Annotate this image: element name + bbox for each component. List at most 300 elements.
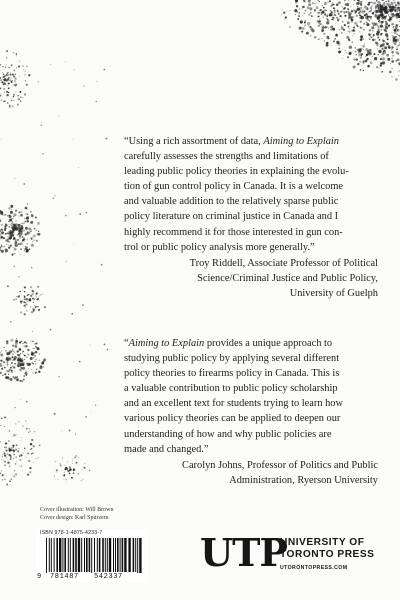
ink-dot xyxy=(21,341,22,342)
ink-dot xyxy=(370,52,371,53)
ink-dot xyxy=(7,73,8,74)
ink-dot xyxy=(4,464,6,466)
ink-dot xyxy=(38,81,39,82)
ink-dot xyxy=(349,15,350,16)
ink-dot xyxy=(6,94,8,96)
ink-dot xyxy=(3,246,4,247)
barcode-bar xyxy=(89,538,91,572)
ink-dot xyxy=(6,446,7,447)
ink-dot xyxy=(23,345,25,347)
ink-dot xyxy=(348,31,349,32)
ink-dot xyxy=(11,64,13,66)
ink-dot xyxy=(33,302,34,303)
ink-dot xyxy=(353,66,356,69)
ink-dot xyxy=(310,26,311,27)
ink-dot xyxy=(379,26,380,27)
quote-text-segment: policy theories to firearms policy in Canada. This is xyxy=(124,368,340,380)
ink-dot xyxy=(349,24,350,25)
ink-dot xyxy=(316,6,319,9)
ink-dot xyxy=(74,469,75,470)
ink-dot xyxy=(360,58,361,59)
ink-dot xyxy=(348,39,350,41)
ink-dot xyxy=(3,88,5,90)
ink-dot xyxy=(310,12,312,14)
ink-dot xyxy=(389,17,392,20)
ink-dot xyxy=(36,299,38,301)
ink-dot xyxy=(358,54,361,57)
ink-dot xyxy=(22,362,24,364)
ink-dot xyxy=(26,213,28,215)
ink-dot xyxy=(28,368,29,369)
ink-dot xyxy=(322,26,325,29)
ink-dot xyxy=(22,301,23,302)
ink-dot xyxy=(281,14,282,15)
ink-dot xyxy=(17,234,19,236)
ink-dot xyxy=(371,26,374,29)
ink-dot xyxy=(12,74,14,76)
ink-dot xyxy=(8,440,10,442)
ink-dot xyxy=(361,10,363,12)
ink-dot xyxy=(359,26,360,27)
ink-dot xyxy=(22,236,24,238)
ink-dot xyxy=(81,469,82,470)
ink-dot xyxy=(326,42,329,45)
quote-text-segment: highly recommend it for those interested in gun con- xyxy=(124,226,343,238)
ink-dot xyxy=(341,6,342,7)
ink-dot xyxy=(2,456,3,457)
ink-dot xyxy=(75,433,76,434)
ink-dot xyxy=(396,34,397,35)
quote-line xyxy=(124,381,378,396)
ink-dot xyxy=(382,3,384,5)
quote-line xyxy=(124,442,378,457)
ink-dot xyxy=(395,9,398,12)
ink-dot xyxy=(361,17,363,19)
ink-dot xyxy=(298,15,300,17)
ink-dot xyxy=(12,445,14,447)
ink-dot xyxy=(19,359,22,362)
ink-dot xyxy=(388,24,390,26)
ink-dot xyxy=(380,64,382,66)
ink-dot xyxy=(338,1,341,4)
ink-dot xyxy=(380,3,381,4)
ink-dot xyxy=(295,9,297,11)
ink-dot xyxy=(350,13,352,15)
ink-dot xyxy=(10,211,13,214)
ink-dot xyxy=(376,33,379,36)
ink-dot xyxy=(35,295,36,296)
ink-dot xyxy=(37,222,40,225)
ink-dot xyxy=(335,23,336,24)
ink-dot xyxy=(15,424,16,425)
ink-dot xyxy=(367,51,370,54)
ink-dot xyxy=(33,363,34,364)
ink-dot xyxy=(371,1,373,3)
ink-dot xyxy=(26,66,28,68)
ink-dot xyxy=(367,65,370,68)
ink-dot xyxy=(11,450,13,452)
ink-dot xyxy=(26,84,28,86)
ink-dot xyxy=(105,138,107,140)
ink-dot xyxy=(361,53,363,55)
ink-dot xyxy=(395,8,396,9)
ink-dot xyxy=(395,26,398,29)
ink-dot xyxy=(20,254,21,255)
quote-text-segment: “ xyxy=(124,338,129,349)
barcode-bar xyxy=(46,538,47,573)
ink-dot xyxy=(311,22,312,23)
ink-dot xyxy=(30,231,31,232)
quote-line xyxy=(124,351,378,366)
ink-dot xyxy=(66,482,67,483)
ink-dot xyxy=(308,26,309,27)
ink-dot xyxy=(27,295,28,296)
ink-dot xyxy=(17,434,18,435)
ink-dot xyxy=(69,473,70,474)
ink-dot xyxy=(331,45,332,46)
ink-dot xyxy=(381,0,384,1)
ink-dot xyxy=(73,244,74,245)
ink-dot xyxy=(28,428,29,429)
ink-dot xyxy=(380,21,383,24)
ink-dot xyxy=(25,80,26,81)
ink-dot xyxy=(18,421,19,422)
ink-dot xyxy=(15,91,16,92)
ink-dot xyxy=(36,292,38,294)
ink-dot xyxy=(26,401,28,403)
ink-dot xyxy=(25,246,26,247)
ink-dot xyxy=(357,6,358,7)
ink-dot xyxy=(9,224,10,225)
ink-dot xyxy=(7,102,9,104)
ink-dot xyxy=(26,370,27,371)
ink-dot xyxy=(19,363,20,364)
ink-dot xyxy=(9,352,10,353)
ink-dot xyxy=(318,12,319,13)
ink-dot xyxy=(309,30,310,31)
ink-dot xyxy=(0,79,1,80)
ink-dot xyxy=(1,139,2,140)
quote-2-attribution xyxy=(124,458,378,488)
ink-dot xyxy=(4,225,5,226)
ink-dot xyxy=(341,32,343,34)
ink-dot xyxy=(90,345,91,346)
ink-dot xyxy=(302,8,303,9)
ink-dot xyxy=(325,10,326,11)
ink-dot xyxy=(363,38,365,40)
quote-text-segment: leading public policy theories in explaining the evolu- xyxy=(124,166,349,178)
ink-dot xyxy=(34,431,35,432)
ink-dot xyxy=(10,462,11,463)
barcode-bar xyxy=(49,538,50,572)
ink-dot xyxy=(396,48,398,50)
ink-dot xyxy=(5,233,7,235)
ink-dot xyxy=(5,350,7,352)
ink-dot xyxy=(320,23,322,25)
barcode-bar xyxy=(94,538,95,572)
ink-dot xyxy=(4,75,6,77)
ink-dot xyxy=(4,452,6,454)
ink-dot xyxy=(372,39,374,41)
barcode-bar xyxy=(62,538,63,572)
ink-dot xyxy=(351,19,354,22)
barcode-bar xyxy=(137,538,138,573)
ink-dot xyxy=(60,463,61,464)
ink-dot xyxy=(27,300,29,302)
ink-dot xyxy=(298,13,299,14)
attribution-line: Administration, Ryerson University xyxy=(229,474,378,486)
quote-2-text xyxy=(124,336,378,457)
ink-dot xyxy=(379,69,380,70)
ink-dot xyxy=(20,399,21,400)
barcode-bar xyxy=(122,538,124,572)
ink-dot xyxy=(301,31,303,33)
isbn-label: ISBN 978-1-4875-4233-7 xyxy=(40,530,103,536)
ink-dot xyxy=(24,295,26,297)
ink-dot xyxy=(314,36,316,38)
ink-dot xyxy=(13,454,14,455)
ink-dot xyxy=(30,357,33,360)
ink-dot xyxy=(362,48,363,49)
ink-dot xyxy=(324,26,326,28)
ink-dot xyxy=(15,463,16,464)
ink-dot xyxy=(312,2,314,4)
ink-dot xyxy=(19,380,21,382)
barcode-bar xyxy=(73,538,75,572)
ink-dot xyxy=(348,12,350,14)
ink-dot xyxy=(21,437,22,438)
ink-dot xyxy=(19,91,21,93)
ink-dot xyxy=(387,58,390,61)
ink-dot xyxy=(56,469,58,471)
ink-dot xyxy=(382,57,385,60)
ink-dot xyxy=(385,21,387,23)
ink-dot xyxy=(14,74,15,75)
barcode-digits-left: 781487 xyxy=(50,573,79,581)
quote-text-segment: carefully assesses the strengths and limitations of xyxy=(124,151,329,163)
ink-dot xyxy=(332,28,335,31)
ink-dot xyxy=(33,357,35,359)
ink-dot xyxy=(348,26,350,28)
ink-dot xyxy=(28,232,31,235)
ink-dot xyxy=(364,60,367,63)
ink-dot xyxy=(16,376,18,378)
ink-dot xyxy=(332,17,334,19)
ink-dot xyxy=(375,27,376,28)
ink-dot xyxy=(28,460,30,462)
ink-dot xyxy=(32,331,33,332)
ink-dot xyxy=(26,249,29,252)
ink-dot xyxy=(72,463,73,464)
ink-dot xyxy=(329,0,331,2)
ink-dot xyxy=(326,21,329,24)
ink-dot xyxy=(384,16,386,18)
ink-dot xyxy=(8,241,9,242)
ink-dot xyxy=(335,34,338,37)
ink-dot xyxy=(5,66,7,68)
barcode-bar xyxy=(97,538,98,572)
ink-dot xyxy=(289,26,291,28)
ink-dot xyxy=(42,363,44,365)
ink-dot xyxy=(353,33,354,34)
ink-dot xyxy=(7,239,9,241)
ink-dot xyxy=(19,234,21,236)
ink-dot xyxy=(381,56,382,57)
ink-dot xyxy=(386,42,389,45)
ink-dot xyxy=(17,239,19,241)
ink-dot xyxy=(3,237,5,239)
ink-dot xyxy=(31,311,33,313)
quote-text-segment: policy literature on criminal justice in Canada and I xyxy=(124,211,339,223)
ink-dot xyxy=(2,224,3,225)
ink-dot xyxy=(2,358,3,359)
ink-dot xyxy=(7,462,9,464)
ink-dot xyxy=(341,26,342,27)
ink-dot xyxy=(342,58,343,59)
ink-dot xyxy=(387,19,389,21)
ink-dot xyxy=(7,233,9,235)
ink-dot xyxy=(333,3,335,5)
ink-dot xyxy=(18,209,19,210)
ink-dot xyxy=(398,16,400,18)
ink-dot xyxy=(383,27,384,28)
ink-dot xyxy=(356,58,358,60)
ink-dot xyxy=(22,213,23,214)
ink-dot xyxy=(366,8,368,10)
ink-dot xyxy=(74,69,75,70)
ink-dot xyxy=(2,479,4,481)
ink-dot xyxy=(78,457,79,458)
ink-dot xyxy=(353,9,355,11)
ink-dot xyxy=(387,38,389,40)
ink-dot xyxy=(27,243,28,244)
ink-dot xyxy=(83,85,84,86)
ink-dot xyxy=(332,2,333,3)
ink-dot xyxy=(300,20,303,23)
ink-dot xyxy=(396,51,399,54)
ink-dot xyxy=(391,46,393,48)
ink-dot xyxy=(4,82,6,84)
ink-dot xyxy=(26,448,27,449)
quote-line xyxy=(124,149,378,164)
ink-dot xyxy=(4,455,6,457)
ink-dot xyxy=(390,63,391,64)
ink-dot xyxy=(345,50,346,51)
ink-dot xyxy=(29,248,31,250)
ink-dot xyxy=(317,20,319,22)
ink-dot xyxy=(384,50,386,52)
ink-dot xyxy=(33,373,34,374)
ink-dot xyxy=(5,447,7,449)
ink-dot xyxy=(1,250,4,253)
ink-dot xyxy=(11,254,13,256)
ink-dot xyxy=(15,209,17,211)
ink-dot xyxy=(16,67,17,68)
ink-dot xyxy=(6,450,8,452)
ink-dot xyxy=(362,62,364,64)
ink-dot xyxy=(348,31,350,33)
ink-dot xyxy=(15,298,16,299)
ink-dot xyxy=(327,19,328,20)
barcode-bar xyxy=(99,538,101,572)
ink-dot xyxy=(27,239,28,240)
ink-dot xyxy=(13,229,15,231)
ink-dot xyxy=(30,221,33,224)
ink-dot xyxy=(39,366,42,369)
ink-dot xyxy=(35,351,38,354)
ink-dot xyxy=(383,45,385,47)
ink-dot xyxy=(23,379,25,381)
ink-dot xyxy=(364,5,367,8)
attribution-line: Troy Riddell, Associate Professor of Political xyxy=(189,257,378,269)
ink-dot xyxy=(20,231,23,234)
ink-dot xyxy=(54,476,55,477)
ink-dot xyxy=(24,287,26,289)
ink-dot xyxy=(4,92,5,93)
ink-dot xyxy=(397,29,400,32)
ink-dot xyxy=(334,39,335,40)
ink-dot xyxy=(376,66,378,68)
ink-dot xyxy=(357,21,358,22)
ink-dot xyxy=(352,35,353,36)
ink-dot xyxy=(285,16,287,18)
quote-text-segment: understanding of how and why public policies are xyxy=(124,428,332,440)
ink-dot xyxy=(8,87,10,89)
ink-dot xyxy=(14,70,15,71)
ink-dot xyxy=(376,44,378,46)
ink-dot xyxy=(323,17,324,18)
ink-dot xyxy=(358,11,359,12)
ink-dot xyxy=(380,21,381,22)
ink-dot xyxy=(23,354,24,355)
barcode-bars xyxy=(36,529,148,573)
ink-dot xyxy=(12,231,14,233)
ink-dot xyxy=(44,306,46,308)
ink-dot xyxy=(5,370,7,372)
ink-dot xyxy=(377,16,380,19)
ink-dot xyxy=(7,453,8,454)
barcode-bar xyxy=(56,538,58,572)
ink-dot xyxy=(19,459,21,461)
ink-dot xyxy=(55,479,56,480)
ink-dot xyxy=(57,479,58,480)
isbn-barcode xyxy=(36,529,148,582)
ink-dot xyxy=(28,364,30,366)
ink-dot xyxy=(328,27,329,28)
ink-dot xyxy=(11,234,13,236)
ink-dot xyxy=(15,220,16,221)
ink-dot xyxy=(1,229,4,232)
ink-dot xyxy=(8,453,9,454)
ink-dot xyxy=(22,367,25,370)
ink-dot xyxy=(4,461,6,463)
ink-dot xyxy=(0,88,1,90)
ink-dot xyxy=(378,26,379,27)
ink-dot xyxy=(9,480,11,482)
ink-dot xyxy=(322,25,323,26)
ink-dot xyxy=(359,10,361,12)
ink-dot xyxy=(344,24,346,26)
ink-dot xyxy=(15,456,16,457)
ink-dot xyxy=(392,35,393,36)
ink-dot xyxy=(382,25,383,26)
ink-dot xyxy=(363,23,365,25)
ink-dot xyxy=(8,231,9,232)
ink-dot xyxy=(24,448,25,449)
ink-dot xyxy=(22,65,23,66)
ink-dot xyxy=(385,1,387,3)
ink-dot xyxy=(365,48,368,51)
